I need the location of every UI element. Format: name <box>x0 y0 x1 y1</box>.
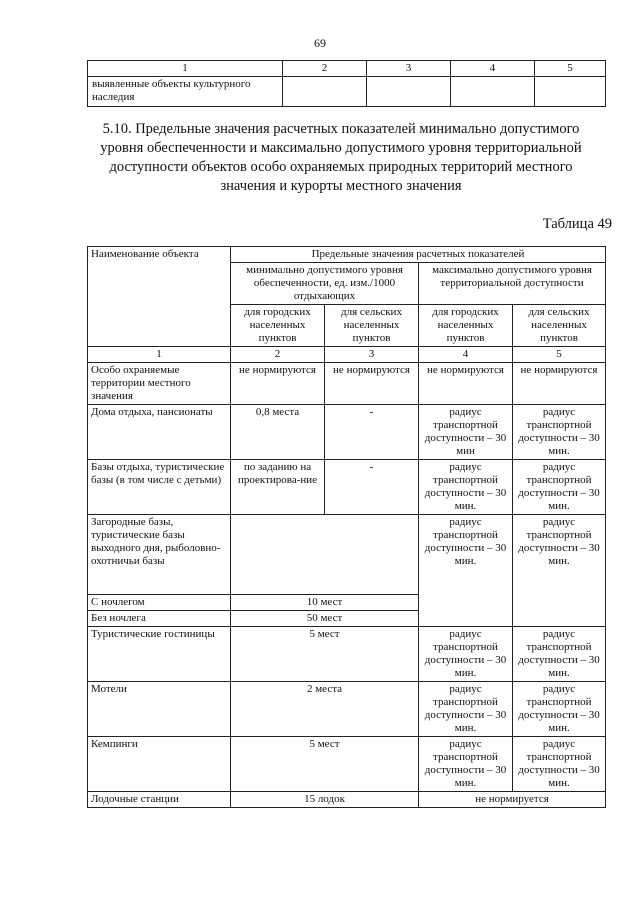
empty-cell <box>535 77 606 107</box>
cell-max-rural: радиус транспортной доступности – 30 мин. <box>513 737 606 792</box>
cell-min-rural: - <box>325 405 419 460</box>
table-row <box>88 405 606 460</box>
col-number-3: 3 <box>367 61 451 77</box>
cell-min-rural: не нормируются <box>325 363 419 405</box>
empty-cell <box>283 77 367 107</box>
col-number-1: 1 <box>88 347 231 363</box>
table-row <box>88 682 606 737</box>
cell-capacity: 2 места <box>231 682 419 737</box>
cell-max-rural: радиус транспортной доступности – 30 мин. <box>513 460 606 515</box>
cell-max-urban: радиус транспортной доступности – 30 мин. <box>419 682 513 737</box>
header-max-level: максимально допустимого уровня территориальной доступности <box>419 263 606 305</box>
col-number-4: 4 <box>419 347 513 363</box>
row-name: Лодочные станции <box>88 792 231 808</box>
col-number-2: 2 <box>283 61 367 77</box>
cell-capacity: 5 мест <box>231 627 419 682</box>
cell-access: не нормируется <box>419 792 606 808</box>
cell-min-urban: не нормируются <box>231 363 325 405</box>
row-name: С ночлегом <box>88 595 231 611</box>
header-urban-max: для городских населенных пунктов <box>419 305 513 347</box>
cell-max-urban: радиус транспортной доступности – 30 мин <box>419 405 513 460</box>
section-heading: 5.10. Предельные значения расчетных показателей минимально допустимого уровня обеспеченности и максимально допустимого уровня территориальной доступности объектов особо охраняемых природных территорий местного значения и курорты местного значения <box>100 121 582 194</box>
header-rural-min: для сельских населенных пунктов <box>325 305 419 347</box>
col-number-2: 2 <box>231 347 325 363</box>
cell-capacity: 10 мест <box>231 595 419 611</box>
table-row <box>88 460 606 515</box>
cell-max-urban: радиус транспортной доступности – 30 мин. <box>419 515 513 627</box>
page-number: 69 <box>314 36 326 50</box>
header-min-level: минимально допустимого уровня обеспеченности, ед. изм./1000 отдыхающих <box>231 263 419 305</box>
cell-max-urban: радиус транспортной доступности – 30 мин. <box>419 627 513 682</box>
col-number-3: 3 <box>325 347 419 363</box>
cell-max-urban: не нормируются <box>419 363 513 405</box>
header-urban-min: для городских населенных пунктов <box>231 305 325 347</box>
empty-cell <box>231 515 419 595</box>
cell-max-rural: не нормируются <box>513 363 606 405</box>
empty-cell <box>451 77 535 107</box>
header-rural-max: для сельских населенных пунктов <box>513 305 606 347</box>
header-object-name: Наименование объекта <box>88 247 231 347</box>
cell-capacity: 50 мест <box>231 611 419 627</box>
cell-max-rural: радиус транспортной доступности – 30 мин. <box>513 682 606 737</box>
table-row <box>88 363 606 405</box>
cell-min-rural: - <box>325 460 419 515</box>
cell-max-urban: радиус транспортной доступности – 30 мин. <box>419 460 513 515</box>
row-name: Без ночлега <box>88 611 231 627</box>
cell-min-urban: по заданию на проектирова-ние <box>231 460 325 515</box>
cell-min-urban: 0,8 места <box>231 405 325 460</box>
col-number-4: 4 <box>451 61 535 77</box>
row-name: Кемпинги <box>88 737 231 792</box>
row-name: Дома отдыха, пансионаты <box>88 405 231 460</box>
table-row <box>88 792 606 808</box>
table-row <box>88 77 606 107</box>
cell-capacity: 15 лодок <box>231 792 419 808</box>
row-name: Базы отдыха, туристические базы (в том числе с детьми) <box>88 460 231 515</box>
col-number-1: 1 <box>88 61 283 77</box>
row-name: Особо охраняемые территории местного значения <box>88 363 231 405</box>
cell-max-urban: радиус транспортной доступности – 30 мин. <box>419 737 513 792</box>
table-row <box>88 737 606 792</box>
row-name: Загородные базы, туристические базы выходного дня, рыболовно-охотничьи базы <box>88 515 231 595</box>
continued-table <box>87 60 606 107</box>
table-row <box>88 515 606 595</box>
header-row <box>88 247 606 263</box>
cell-max-rural: радиус транспортной доступности – 30 мин. <box>513 627 606 682</box>
col-number-5: 5 <box>513 347 606 363</box>
column-number-row <box>88 61 606 77</box>
table-caption: Таблица 49 <box>542 216 612 232</box>
cell-capacity: 5 мест <box>231 737 419 792</box>
table-row <box>88 627 606 682</box>
cell-max-rural: радиус транспортной доступности – 30 мин. <box>513 515 606 627</box>
empty-cell <box>367 77 451 107</box>
header-limit-values: Предельные значения расчетных показателей <box>231 247 606 263</box>
col-number-5: 5 <box>535 61 606 77</box>
column-number-row <box>88 347 606 363</box>
row-label-cultural-heritage: выявленные объекты культурного наследия <box>88 77 283 107</box>
row-name: Туристические гостиницы <box>88 627 231 682</box>
limit-values-table <box>87 246 606 808</box>
row-name: Мотели <box>88 682 231 737</box>
cell-max-rural: радиус транспортной доступности – 30 мин. <box>513 405 606 460</box>
